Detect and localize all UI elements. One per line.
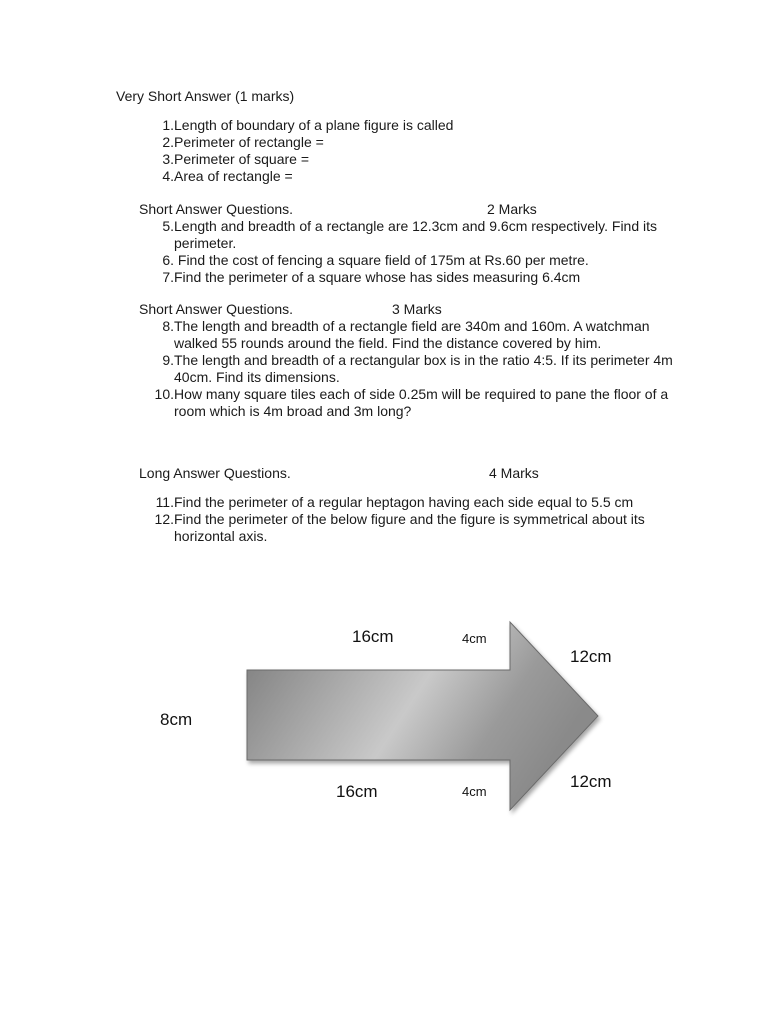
question-item [145, 151, 685, 168]
question-item [145, 352, 685, 386]
question-text: Area of rectangle = [174, 168, 293, 184]
question-text: Length of boundary of a plane figure is called [174, 117, 454, 133]
arrow-diagram [140, 600, 700, 830]
section-marks: 4 Marks [489, 465, 539, 481]
question-list-short-3 [145, 318, 685, 420]
question-item [145, 269, 685, 286]
section-title: Short Answer Questions. [139, 301, 294, 317]
question-item [145, 494, 685, 511]
question-text: How many square tiles each of side 0.25m will be required to pane the floor of a room which is 4m broad and 3m long? [174, 386, 669, 419]
question-item [145, 252, 685, 269]
question-text: The length and breadth of a rectangular box is in the ratio 4:5. If its perimeter 4m 40cm. Find its dimensions. [174, 352, 673, 385]
question-text: Perimeter of rectangle = [174, 134, 324, 150]
question-number: 7. [162, 269, 174, 285]
question-text: Find the perimeter of the below figure and the figure is symmetrical about its horizontal axis. [174, 511, 645, 544]
section-title: Short Answer Questions. [139, 201, 294, 217]
label-bottom-slant: 12cm [570, 772, 612, 791]
arrow-shape [247, 622, 598, 810]
question-number: 3. [162, 151, 174, 167]
section-marks: 2 Marks [487, 201, 537, 217]
question-number: 9. [162, 352, 174, 368]
question-item [145, 386, 685, 420]
label-bottom-long: 16cm [336, 782, 378, 801]
label-top-slant: 12cm [570, 647, 612, 666]
label-top-short: 4cm [462, 631, 487, 646]
question-number: 8. [162, 318, 174, 334]
question-item [145, 511, 685, 545]
question-item [145, 218, 685, 252]
question-number: 1. [162, 117, 174, 133]
question-item [145, 168, 685, 185]
question-number: 5. [162, 218, 174, 234]
question-number: 12. [154, 511, 174, 527]
question-text: Find the perimeter of a square whose has sides measuring 6.4cm [174, 269, 581, 285]
label-bottom-short: 4cm [462, 784, 487, 799]
question-list-very-short [145, 117, 685, 185]
section-heading-short-2 [139, 201, 537, 218]
question-text: Find the perimeter of a regular heptagon having each side equal to 5.5 cm [174, 494, 634, 510]
question-number: 4. [162, 168, 174, 184]
question-number: 6. [162, 252, 174, 268]
question-list-long [145, 494, 685, 545]
question-number: 2. [162, 134, 174, 150]
question-list-short-2 [145, 218, 685, 286]
section-marks: 3 Marks [392, 301, 442, 317]
section-heading-long [139, 465, 539, 482]
section-title: Long Answer Questions. [139, 465, 291, 481]
question-item [145, 117, 685, 134]
question-text: Length and breadth of a rectangle are 12.3cm and 9.6cm respectively. Find its perimeter. [174, 218, 658, 251]
question-text: The length and breadth of a rectangle field are 340m and 160m. A watchman walked 55 rounds around the field. Find the distance covered by him. [174, 318, 650, 351]
label-top-long: 16cm [352, 627, 394, 646]
label-left: 8cm [160, 710, 193, 729]
arrow-figure [140, 600, 700, 830]
section-heading-short-3 [139, 301, 442, 318]
question-number: 11. [155, 494, 174, 510]
section-heading-very-short: Very Short Answer (1 marks) [116, 88, 295, 104]
question-text: Find the cost of fencing a square field of 175m at Rs.60 per metre. [174, 252, 589, 268]
question-item [145, 134, 685, 151]
question-number: 10. [154, 386, 174, 402]
question-text: Perimeter of square = [174, 151, 310, 167]
question-item [145, 318, 685, 352]
